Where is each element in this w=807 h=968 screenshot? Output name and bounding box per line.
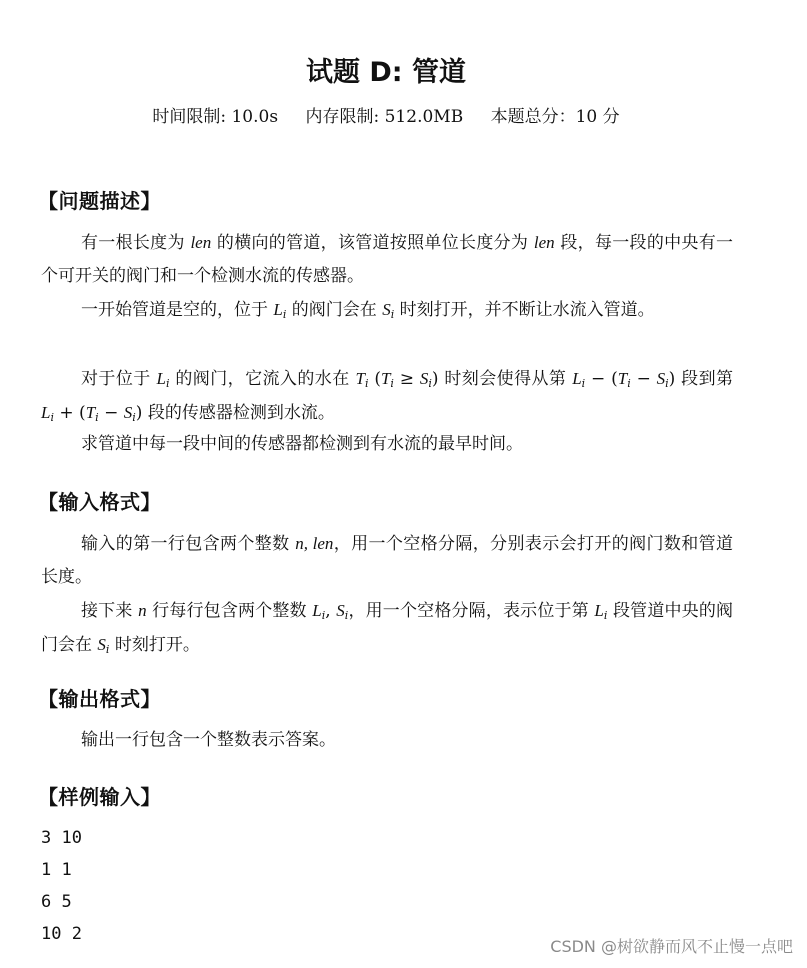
- output-format-heading: 【输出格式】: [38, 687, 161, 711]
- time-limit: 时间限制: 10.0s: [152, 107, 279, 127]
- sample-input-heading: 【样例输入】: [38, 785, 161, 809]
- total-score: 本题总分：10 分: [490, 107, 620, 127]
- description-paragraph-3: 对于位于 $L_i$ 的阀门，它流入的水在 $T_i$ $(T_i \ge S_i)$ 时刻会使得从第 $L_i - (T_i - S_i)$ 段到第 $L_i + (T_i - S_i)$ 段的传感器检测到水流。: [41, 369, 733, 424]
- description-paragraph-4: 求管道中每一段中间的传感器都检测到有水流的最早时间。: [81, 434, 523, 454]
- input-format-paragraph-1: 输入的第一行包含两个整数 n, len，用一个空格分隔，分别表示会打开的阀门数和管道长度。: [41, 534, 734, 587]
- input-format-paragraph-2: 接下来 n 行每行包含两个整数 $L_i$, $S_i$，用一个空格分隔，表示位于第 $L_i$ 段管道中央的阀门会在 $S_i$ 时刻打开。: [41, 601, 734, 656]
- description-heading: 【问题描述】: [38, 189, 161, 213]
- sample-input-line: 6 5: [41, 892, 72, 912]
- description-paragraph-1: 有一根长度为 len 的横向的管道，该管道按照单位长度分为 len 段，每一段的中央有一个可开关的阀门和一个检测水流的传感器。: [41, 233, 733, 286]
- sample-input-block: [41, 822, 82, 950]
- sample-input-line: 1 1: [41, 860, 72, 880]
- sample-input-line: 10 2: [41, 924, 82, 944]
- memory-limit: 内存限制: 512.0MB: [305, 107, 464, 127]
- watermark: CSDN @树欲静而风不止慢一点吧: [550, 937, 793, 956]
- description-paragraph-2: 一开始管道是空的，位于 $L_i$ 的阀门会在 $S_i$ 时刻打开，并不断让水流入管道。: [81, 300, 655, 321]
- problem-limits: [0, 104, 772, 130]
- input-format-heading: 【输入格式】: [38, 490, 161, 514]
- sample-input-line: 3 10: [41, 828, 82, 848]
- output-format-paragraph: 输出一行包含一个整数表示答案。: [81, 730, 336, 750]
- problem-title: 试题 D: 管道: [305, 57, 466, 88]
